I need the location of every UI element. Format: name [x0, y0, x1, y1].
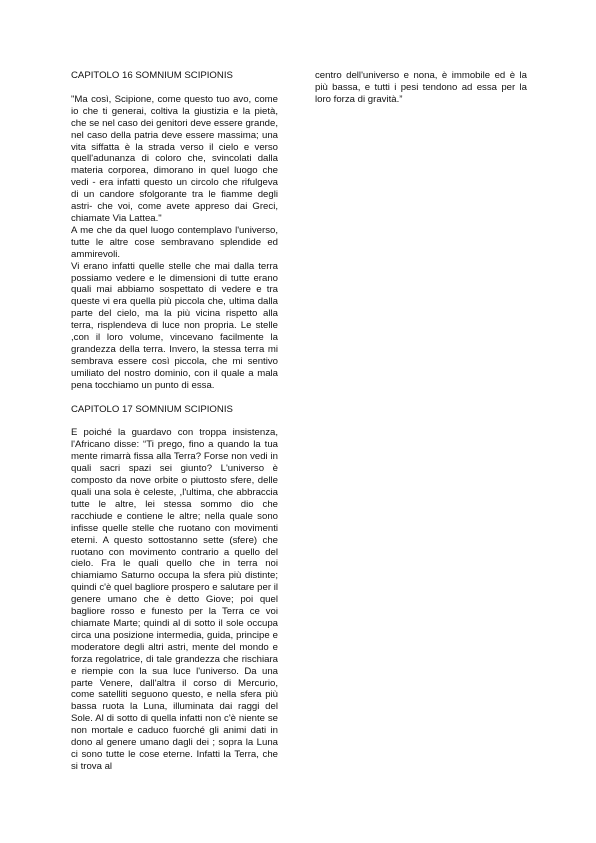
chapter-17-heading: CAPITOLO 17 SOMNIUM SCIPIONIS	[71, 403, 233, 415]
left-column	[71, 70, 278, 773]
chapter-16-paragraph-1: "Ma così, Scipione, come questo tuo avo, come io che ti generai, coltiva la giustizia e la pietà, che se nel caso dei genitori deve essere grande, nel caso della patria deve essere massima; una vita siffatta è la strada verso il cielo e verso quell'adunanza di coloro che, svincolati dalla materia corporea, dimorano in quel luogo che vedi - era infatti questo un circolo che rifulgeva di un candore sfolgorante tra le fiamme degli astri- che voi, come avete appreso dai Greci, chiamate Via Lattea."	[71, 93, 278, 224]
chapter-16-heading: CAPITOLO 16 SOMNIUM SCIPIONIS	[71, 70, 233, 81]
chapter-16-paragraph-2: A me che da quel luogo contemplavo l'universo, tutte le altre cose sembravano splendide ed ammirevoli.	[71, 224, 278, 260]
right-column	[315, 70, 527, 106]
chapter-16-paragraph-3: Vi erano infatti quelle stelle che mai dalla terra possiamo vedere e le dimensioni di tutte erano quali mai abbiamo sospettato di vedere e tra queste vi era quella più piccola che, ultima dalla parte del cielo, ma la più vicina rispetto alla terra, risplendeva di luce non propria. Le stelle ,con il loro volume, vincevano facilmente la grandezza della terra. Invero, la stessa terra mi sembrava essere così piccola, che mi sentivo umiliato del nostro dominio, con il quale a mala pena tocchiamo un punto di essa.	[71, 260, 278, 391]
chapter-17-paragraph-1: E poiché la guardavo con troppa insistenza, l'Africano disse: “Ti prego, fino a quando la tua mente rimarrà fissa alla Terra? Forse non vedi in quali sacri spazi sei giunto? L'universo è composto da nove orbite o piuttosto sfere, delle quali una sola è celeste, ,l'ultima, che abbraccia tutte le altre, lei stessa sommo dio che racchiude e contiene le altre; nella quale sono infisse quelle stelle che ruotano con movimenti eterni. A questo sottostanno sette (sfere) che ruotano con movimento contrario a quello del cielo. Fra le quali quello che in terra noi chiamiamo Saturno occupa la sfera più distinte; quindi c'è quel bagliore prospero e salutare per il genere umano che è detto Giove; poi quel bagliore rosso e funesto per la Terra ce voi chiamate Marte; quindi al di sotto il sole occupa circa una posizione intermedia, guida, principe e moderatore degli altri astri, mente del mondo e forza regolatrice, di tale grandezza che rischiara e riempie con la sua luce l'universo. Da una parte Venere, dall'altra il corso di Mercurio, come satelliti seguono questo, e nella sfera più bassa ruota la Luna, illuminata dai raggi del Sole. Al di sotto di quella infatti non c'è niente se non mortale e caduco fuorché gli animi dati in dono al genere umano dagli dei ; sopra la Luna ci sono tutte le cose eterne. Infatti la Terra, che si trova al	[71, 427, 278, 772]
section-gap	[71, 392, 278, 404]
chapter-17-continuation: centro dell'universo e nona, è immobile ed è la più bassa, e tutti i pesi tendono ad essa per la loro forza di gravità.”	[315, 70, 527, 105]
